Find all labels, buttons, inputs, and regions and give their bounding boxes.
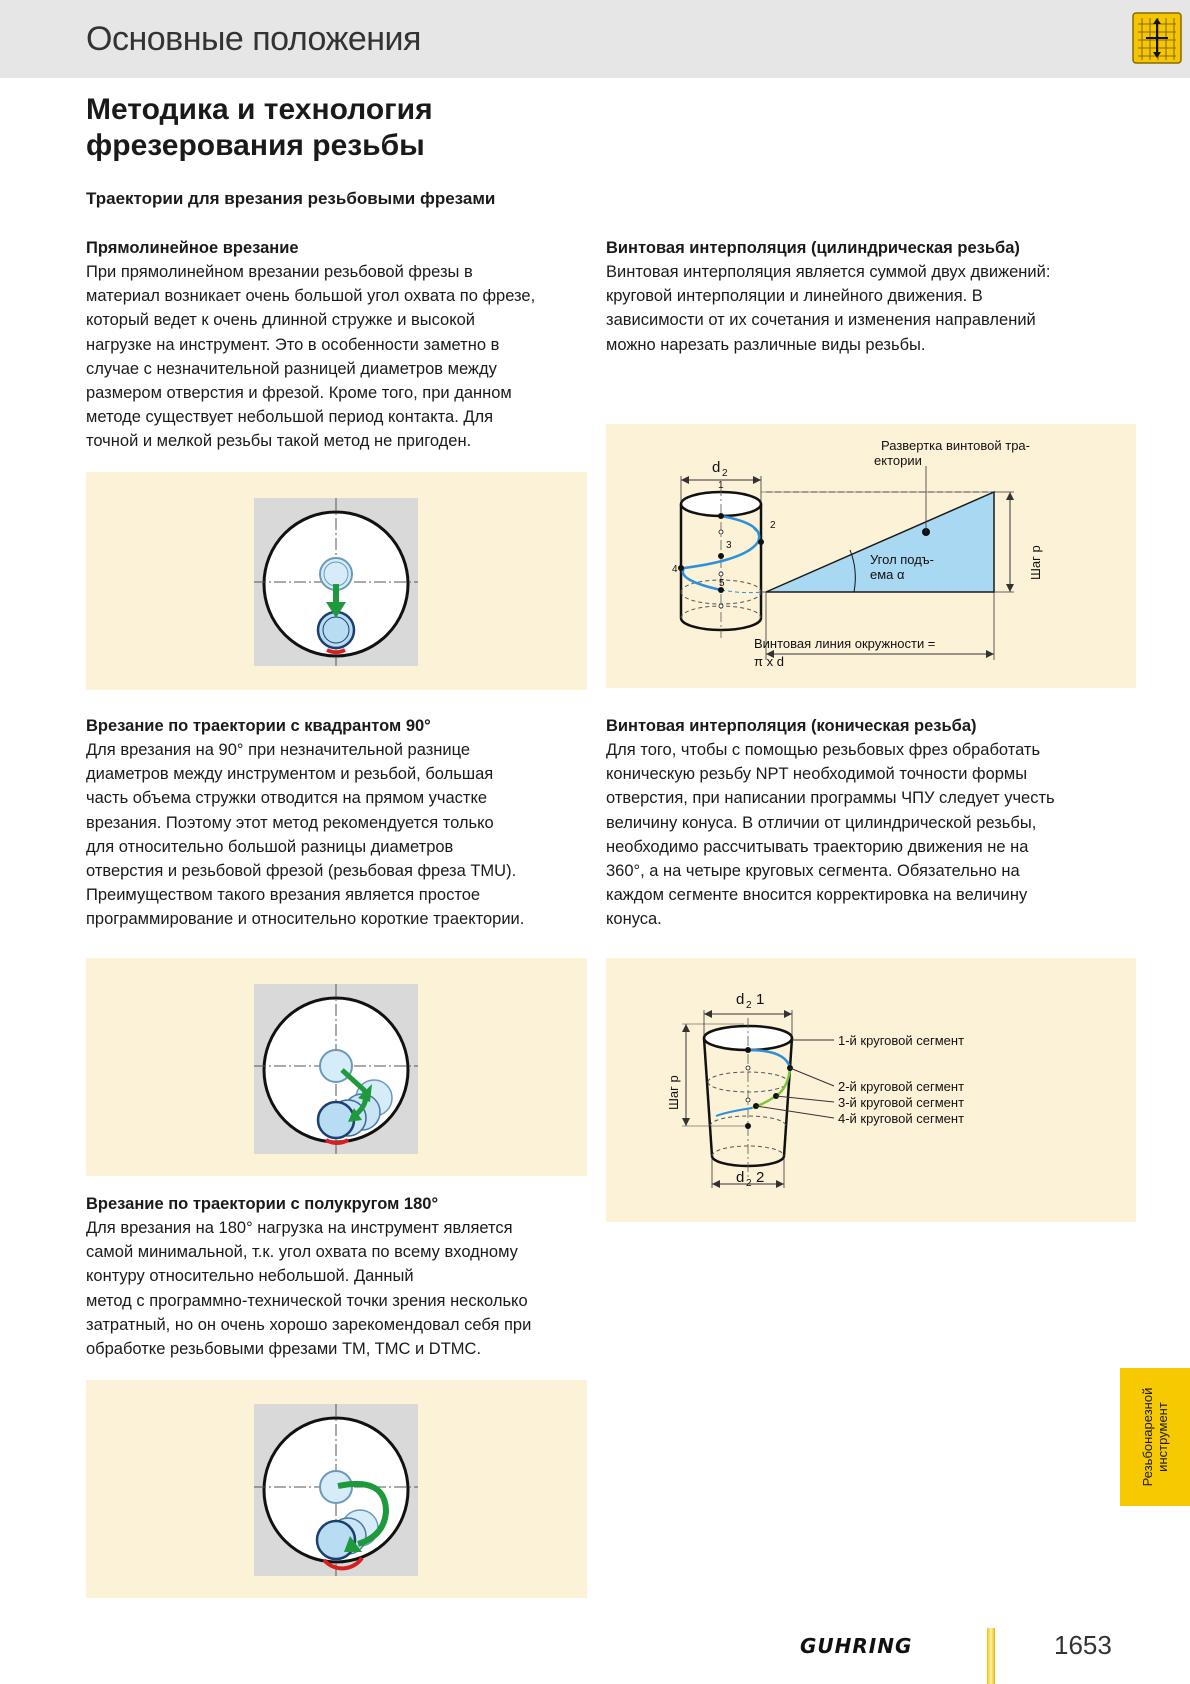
- label-n4: 4: [672, 564, 678, 575]
- text-line: Для врезания на 90° при незначительной разнице: [86, 741, 471, 759]
- text-line: материал возникает очень большой угол охвата по фрезе,: [86, 287, 536, 306]
- label-d2-bottom: d: [736, 1169, 745, 1186]
- section-straight: [86, 236, 596, 454]
- label-angle-1: Угол подъ-: [870, 552, 935, 567]
- text-line: диаметров между инструментом и резьбой, большая: [86, 765, 494, 784]
- text-line: контуру относительно небольшой. Данный: [86, 1267, 414, 1286]
- page-header-title: Основные положения: [86, 20, 421, 58]
- text-line: зависимости от их сочетания и изменения направлений: [606, 311, 1036, 330]
- text-line: Для врезания на 180° нагрузка на инструмент является: [86, 1219, 513, 1237]
- text-line: случае с незначительной разницей диаметров между: [86, 359, 497, 378]
- text-line: каждом сегменте вносится корректировка на величину: [606, 886, 1028, 905]
- label-unroll-2: ектории: [874, 453, 922, 468]
- label-cone-pitch: Шаг p: [666, 1075, 681, 1110]
- text-line: методе существует небольшой период контакта. Для: [86, 408, 494, 427]
- label-segment-2: 2-й круговой сегмент: [838, 1079, 965, 1094]
- text-line: врезания. Поэтому этот метод рекомендуется только: [86, 813, 494, 832]
- label-d2-top-sub: 2: [746, 1000, 752, 1011]
- section-helical-cylindrical-body: [606, 260, 1116, 357]
- text-line: метод с программно-технической точки зрения несколько: [86, 1291, 528, 1310]
- text-line: конуса.: [606, 910, 662, 929]
- footer-accent-bar: [987, 1628, 995, 1684]
- label-segment-3: 3-й круговой сегмент: [838, 1095, 965, 1110]
- section-quadrant: [86, 714, 596, 932]
- label-d2-top-idx: 1: [756, 991, 765, 1008]
- label-pitch: Шаг p: [1028, 545, 1043, 580]
- section-helical-cylindrical: [606, 236, 1116, 357]
- label-unroll-1: Развертка винтовой тра-: [881, 438, 1030, 453]
- section-helical-conical-heading: Винтовая интерполяция (коническая резьба): [606, 717, 977, 735]
- text-line: отверстия и резьбовой фрезой (резьбовая фреза TMU).: [86, 862, 517, 881]
- label-angle-2: ема α: [870, 567, 905, 582]
- text-line: круговой интерполяции и линейного движения. В: [606, 287, 983, 306]
- figure-quadrant-entry: [86, 958, 587, 1176]
- label-d2-bottom-sub: 2: [746, 1178, 752, 1189]
- thread-tool-grid-icon: [1132, 12, 1182, 64]
- text-line: который ведет к очень длинной стружке и высокой: [86, 311, 476, 330]
- brand-logo: GUHRING: [800, 1634, 913, 1658]
- label-circ-1: Винтовая линия окружности =: [754, 636, 936, 651]
- figure-semicircle-entry: [86, 1380, 587, 1598]
- label-n2: 2: [770, 520, 776, 531]
- figure-straight-entry: [86, 472, 587, 690]
- page-title-line-1: Методика и технология: [86, 93, 433, 126]
- label-segment-4: 4-й круговой сегмент: [838, 1111, 965, 1126]
- section-semicircle-heading: Врезание по траектории с полукругом 180°: [86, 1195, 439, 1213]
- text-line: программирование и относительно короткие траектории.: [86, 910, 525, 929]
- label-n3: 3: [726, 540, 732, 551]
- label-segment-1: 1-й круговой сегмент: [838, 1033, 965, 1048]
- label-d2: d: [712, 459, 721, 476]
- text-line: Преимуществом такого врезания является простое: [86, 886, 481, 905]
- side-tab-thread-tools[interactable]: [1120, 1368, 1190, 1506]
- section-straight-heading: Прямолинейное врезание: [86, 239, 299, 257]
- text-line: Для того, чтобы с помощью резьбовых фрез обработать: [606, 741, 1041, 759]
- section-helical-conical-body: [606, 738, 1116, 932]
- side-tab-line-2: инструмент: [1155, 1402, 1170, 1472]
- text-line: Винтовая интерполяция является суммой двух движений:: [606, 263, 1051, 281]
- section-subtitle: Траектории для врезания резьбовыми фрезами: [86, 189, 496, 208]
- text-line: коническую резьбу NPT необходимой точности формы: [606, 765, 1028, 784]
- figure-helical-cone: [606, 958, 1136, 1222]
- text-line: затратный, но он очень хорошо зарекомендовал себя при: [86, 1315, 532, 1334]
- text-line: размером отверстия и фрезой. Кроме того, при данном: [86, 384, 512, 403]
- text-line: самой минимальной, т.к. угол охвата по всему входному: [86, 1243, 518, 1262]
- text-line: часть объема стружки отводится на прямом участке: [86, 789, 488, 808]
- label-d2-top: d: [736, 991, 745, 1008]
- label-d2-bottom-idx: 2: [756, 1169, 765, 1186]
- text-line: 360°, а на четыре круговых сегмента. Обязательно на: [606, 862, 1020, 881]
- text-line: для относительно большой разницы диаметров: [86, 837, 454, 856]
- text-line: величину конуса. В отличии от цилиндрической резьбы,: [606, 813, 1037, 832]
- text-line: можно нарезать различные виды резьбы.: [606, 335, 926, 354]
- section-straight-body: [86, 260, 596, 454]
- figure-helical-cylinder: [606, 424, 1136, 688]
- section-helical-conical: [606, 714, 1116, 932]
- label-circ-2: π x d: [754, 654, 784, 669]
- page-title: [86, 92, 586, 164]
- text-line: необходимо рассчитывать траекторию движения не на: [606, 837, 1029, 856]
- page-title-line-2: фрезерования резьбы: [86, 129, 425, 162]
- section-semicircle: [86, 1192, 596, 1361]
- text-line: При прямолинейном врезании резьбовой фрезы в: [86, 263, 473, 281]
- label-n1: 1: [718, 480, 724, 491]
- text-line: нагрузке на инструмент. Это в особенности заметно в: [86, 335, 500, 354]
- label-d2-sub: 2: [722, 468, 728, 479]
- text-line: обработке резьбовыми фрезами TM, TMC и DTMC.: [86, 1340, 482, 1359]
- page-number: 1653: [1054, 1630, 1112, 1660]
- side-tab-label: [1140, 1388, 1170, 1487]
- text-line: отверстия, при написании программы ЧПУ следует учесть: [606, 789, 1055, 808]
- label-n5: 5: [719, 578, 725, 589]
- text-line: точной и мелкой резьбы такой метод не пригоден.: [86, 432, 472, 451]
- section-quadrant-heading: Врезание по траектории с квадрантом 90°: [86, 717, 431, 735]
- side-tab-line-1: Резьбонарезной: [1140, 1387, 1155, 1487]
- section-quadrant-body: [86, 738, 596, 932]
- section-helical-cylindrical-heading: Винтовая интерполяция (цилиндрическая резьба): [606, 239, 1020, 257]
- section-semicircle-body: [86, 1216, 596, 1361]
